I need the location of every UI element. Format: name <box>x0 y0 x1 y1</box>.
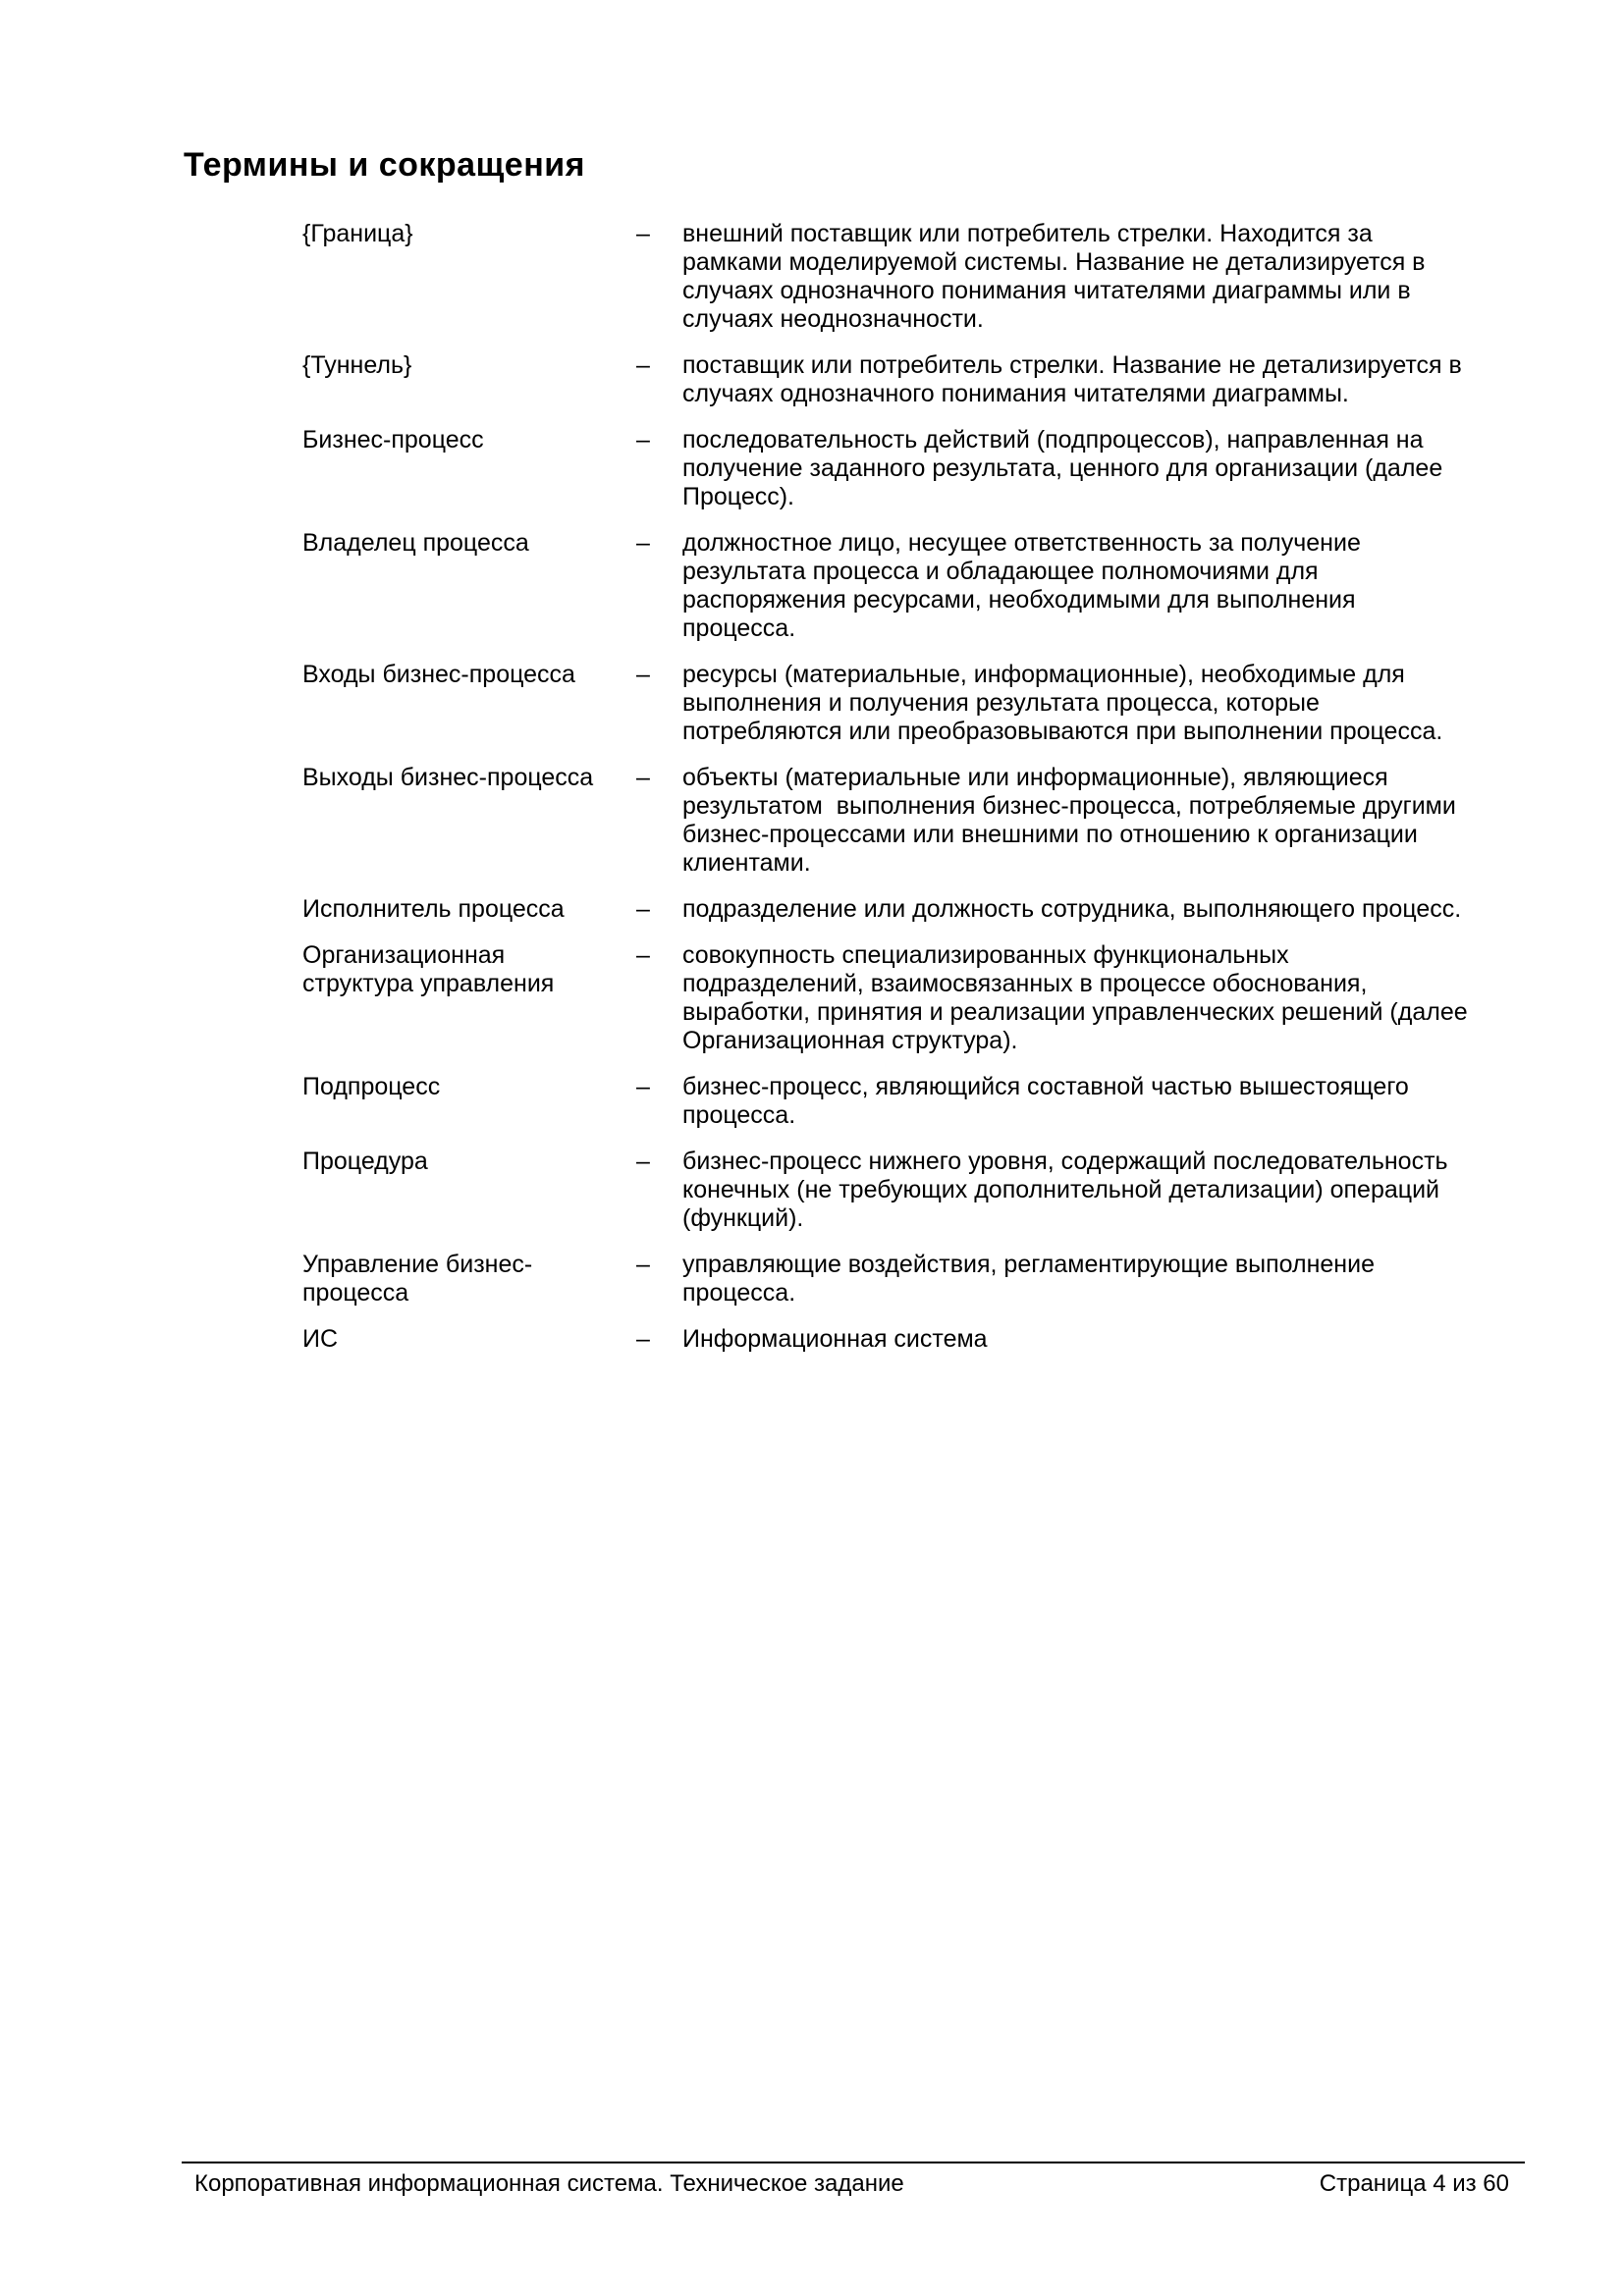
term-row <box>302 941 1475 1055</box>
term-definition: Информационная система <box>682 1325 988 1353</box>
term-name: Исполнитель процесса <box>302 895 565 923</box>
term-name: Бизнес-процесс <box>302 426 484 454</box>
term-dash: – <box>636 351 650 379</box>
term-definition: внешний поставщик или потребитель стрелки. Находится за рамками моделируемой системы. Название не детализируется в случаях однозначного понимания читателями диаграммы или в случаях неоднозначности. <box>682 220 1433 333</box>
term-dash: – <box>636 895 650 923</box>
page-title: Термины и сокращения <box>184 146 585 184</box>
term-name: Управление бизнес-процесса <box>302 1251 533 1307</box>
footer-page-number: Страница 4 из 60 <box>1319 2170 1509 2197</box>
term-row <box>302 895 1471 924</box>
footer-row <box>182 2163 1525 2198</box>
term-row <box>302 351 1471 408</box>
term-definition: совокупность специализированных функциональных подразделений, взаимосвязанных в процессе обоснования, выработки, принятия и реализации управленческих решений (далее Организационная структура). <box>682 941 1475 1054</box>
term-definition: подразделение или должность сотрудника, выполняющего процесс. <box>682 895 1462 923</box>
term-definition: последовательность действий (подпроцессов), направленная на получение заданного результата, ценного для организации (далее Процесс). <box>682 426 1450 510</box>
term-row <box>302 764 1471 878</box>
term-name: Выходы бизнес-процесса <box>302 764 594 791</box>
term-dash: – <box>636 529 650 557</box>
term-name: Входы бизнес-процесса <box>302 661 575 688</box>
term-dash: – <box>636 1325 650 1353</box>
term-definition: ресурсы (материальные, информационные), необходимые для выполнения и получения результата процесса, которые потребляются или преобразовываются при выполнении процесса. <box>682 661 1443 745</box>
term-dash: – <box>636 426 650 454</box>
term-name: Владелец процесса <box>302 529 529 557</box>
term-definition: бизнес-процесс нижнего уровня, содержащий последовательность конечных (не требующих дополнительной детализации) операций (функций). <box>682 1148 1455 1232</box>
term-row <box>302 1251 1471 1308</box>
term-definition: должностное лицо, несущее ответственность за получение результата процесса и обладающее полномочиями для распоряжения ресурсами, необходимыми для выполнения процесса. <box>682 529 1368 642</box>
term-dash: – <box>636 1148 650 1175</box>
term-name: Подпроцесс <box>302 1073 441 1100</box>
term-name: Организационная структура управления <box>302 941 555 997</box>
term-row <box>302 1073 1471 1130</box>
term-dash: – <box>636 1251 650 1278</box>
term-dash: – <box>636 941 650 969</box>
term-row <box>302 1325 1471 1354</box>
term-name: Процедура <box>302 1148 428 1175</box>
term-row <box>302 426 1471 511</box>
term-row <box>302 529 1471 643</box>
term-dash: – <box>636 220 650 247</box>
terms-list <box>302 220 1475 1371</box>
term-row <box>302 661 1471 746</box>
footer-doc-title: Корпоративная информационная система. Техническое задание <box>194 2170 904 2197</box>
term-row <box>302 1148 1471 1233</box>
term-dash: – <box>636 1073 650 1100</box>
term-name: ИС <box>302 1325 339 1353</box>
term-row <box>302 220 1471 334</box>
term-dash: – <box>636 764 650 791</box>
term-dash: – <box>636 661 650 688</box>
term-definition: объекты (материальные или информационные), являющиеся результатом выполнения бизнес-процесса, потребляемые другими бизнес-процессами или внешними по отношению к организации клиентами. <box>682 764 1463 877</box>
term-definition: поставщик или потребитель стрелки. Название не детализируется в случаях однозначного понимания читателями диаграммы. <box>682 351 1469 407</box>
page-footer <box>182 2162 1525 2198</box>
term-name: {Граница} <box>302 220 413 247</box>
term-name: {Туннель} <box>302 351 412 379</box>
term-definition: управляющие воздействия, регламентирующие выполнение процесса. <box>682 1251 1381 1307</box>
term-definition: бизнес-процесс, являющийся составной частью вышестоящего процесса. <box>682 1073 1416 1129</box>
